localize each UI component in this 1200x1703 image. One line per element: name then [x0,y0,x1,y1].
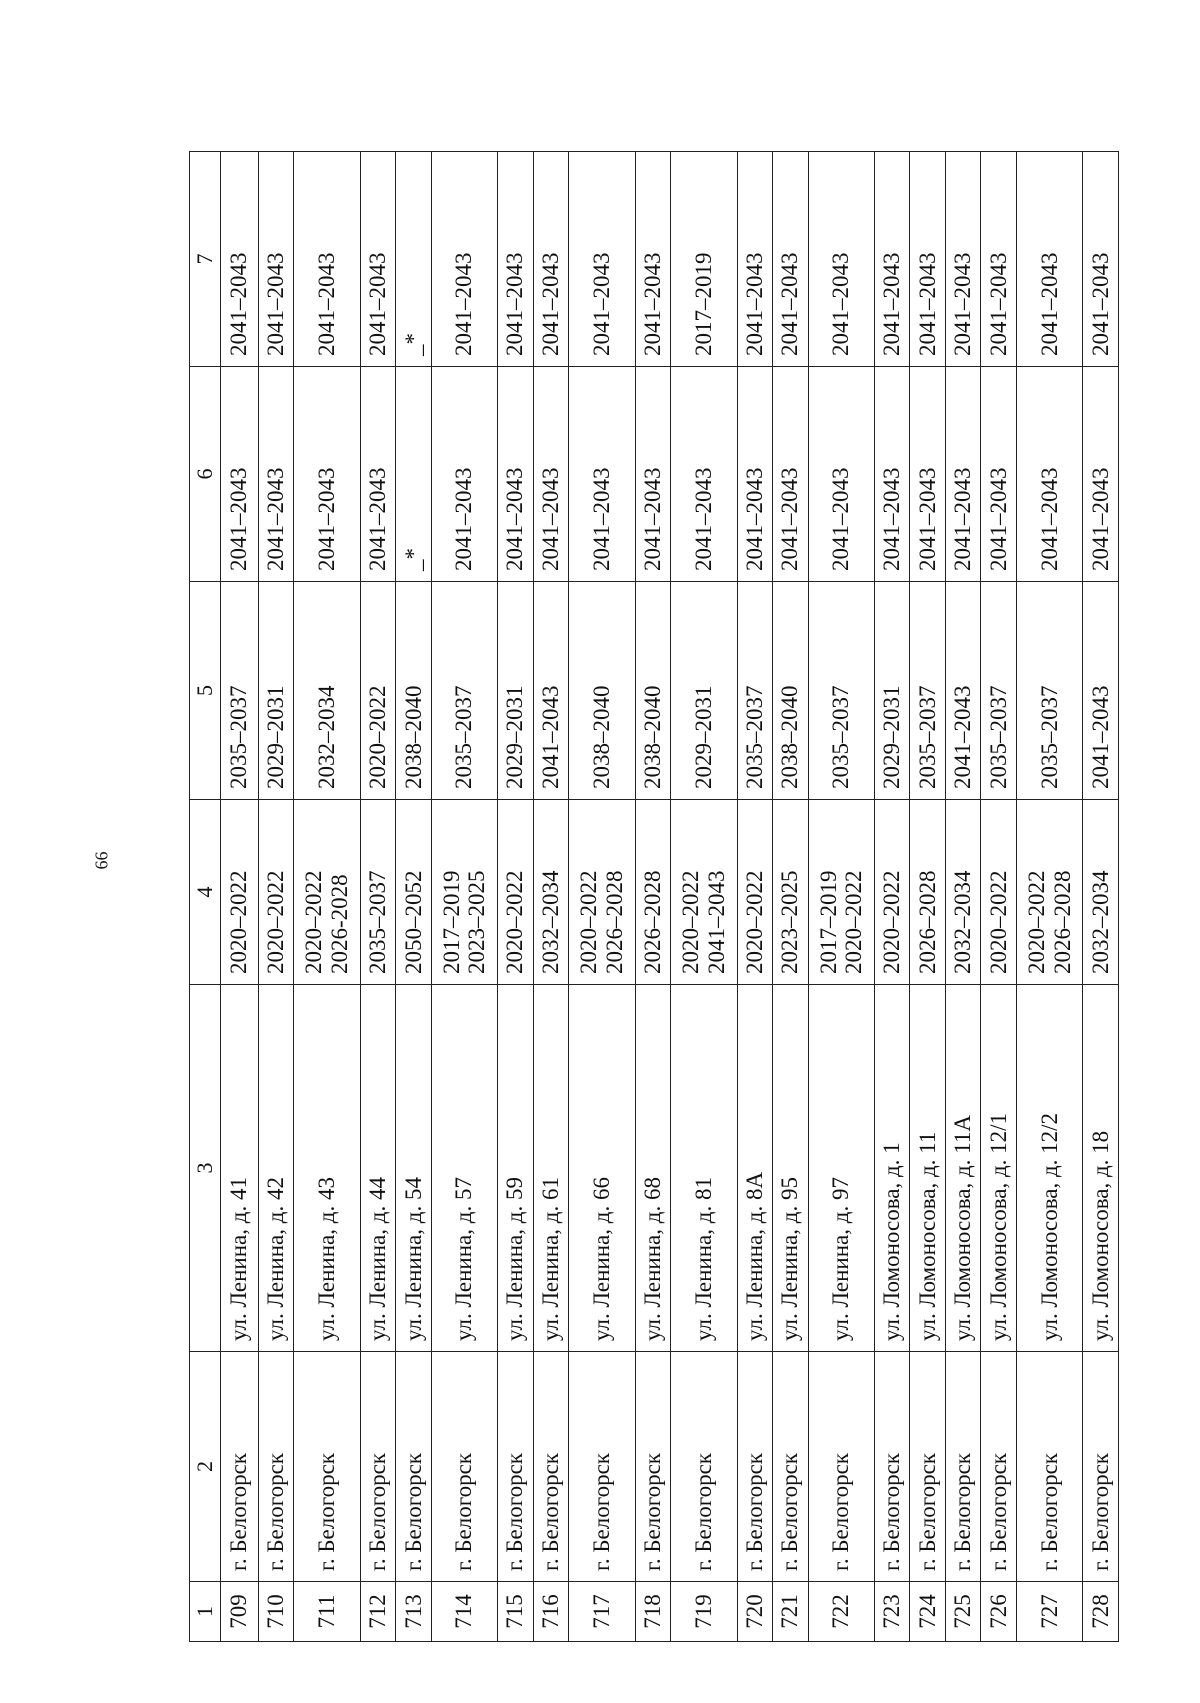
period-cell-col4 [294,800,361,985]
address-cell: ул. Ленина, д. 81 [671,985,738,1352]
period-cell-col6: 2041–2043 [945,367,980,582]
row-number: 717 [569,1582,636,1642]
address-cell: ул. Ломоносова, д. 18 [1083,985,1119,1352]
address-cell: ул. Ленина, д. 43 [294,985,361,1352]
address-cell: ул. Ленина, д. 41 [221,985,259,1352]
row-number: 725 [945,1582,980,1642]
city-cell: г. Белогорск [431,1352,498,1582]
row-number: 728 [1083,1582,1119,1642]
period-cell-col5: 2038–2040 [635,582,670,800]
period-line: 2020–2022 [226,870,252,974]
column-header: 5 [190,582,221,800]
row-number: 721 [773,1582,808,1642]
period-line: 2023–2025 [464,870,490,974]
period-line: 2023–2025 [777,870,803,974]
address-cell: ул. Ломоносова, д. 11 [910,985,945,1352]
period-cell-col7: 2041–2043 [569,152,636,367]
period-cell-col7: 2041–2043 [221,152,259,367]
row-number: 722 [808,1582,875,1642]
table-row [1083,152,1119,1642]
period-cell-col4 [875,800,910,985]
period-cell-col4 [981,800,1016,985]
city-cell: г. Белогорск [1083,1352,1119,1582]
period-cell-col4 [258,800,293,985]
row-number: 718 [635,1582,670,1642]
period-cell-col5: 2035–2037 [981,582,1016,800]
period-line: 2035–2037 [365,870,391,974]
row-number: 726 [981,1582,1016,1642]
period-cell-col6: 2041–2043 [635,367,670,582]
period-cell-col4 [945,800,980,985]
table-row [221,152,259,1642]
city-cell: г. Белогорск [396,1352,431,1582]
table-header-row [190,152,221,1642]
address-cell: ул. Ленина, д. 97 [808,985,875,1352]
period-cell-col6: 2041–2043 [533,367,568,582]
period-line: 2026–2028 [1049,870,1075,974]
table-row [773,152,808,1642]
row-number: 715 [498,1582,533,1642]
period-cell-col5: 2038–2040 [569,582,636,800]
period-line: 2026–2028 [639,870,665,974]
table-row [808,152,875,1642]
period-cell-col5: 2035–2037 [737,582,772,800]
row-number: 719 [671,1582,738,1642]
period-cell-col7: 2041–2043 [910,152,945,367]
table-row [396,152,431,1642]
period-cell-col6: 2041–2043 [360,367,395,582]
city-cell: г. Белогорск [533,1352,568,1582]
period-cell-col6: 2041–2043 [569,367,636,582]
address-cell: ул. Ленина, д. 54 [396,985,431,1352]
column-header: 4 [190,800,221,985]
period-cell-col5: 2038–2040 [396,582,431,800]
period-cell-col7: 2041–2043 [431,152,498,367]
period-cell-col6: 2041–2043 [221,367,259,582]
table-row [635,152,670,1642]
row-number: 713 [396,1582,431,1642]
period-cell-col4 [737,800,772,985]
period-line: 2026-2028 [326,874,352,974]
period-line: 2020–2022 [502,870,528,974]
period-cell-col4 [533,800,568,985]
period-cell-col7: 2041–2043 [360,152,395,367]
period-line: 2020–2022 [879,870,905,974]
period-cell-col6: 2041–2043 [294,367,361,582]
address-cell: ул. Ленина, д. 42 [258,985,293,1352]
period-cell-col5: 2035–2037 [910,582,945,800]
period-cell-col5: 2041–2043 [945,582,980,800]
column-header: 2 [190,1352,221,1582]
period-cell-col6: 2041–2043 [671,367,738,582]
period-cell-col6: 2041–2043 [981,367,1016,582]
row-number: 723 [875,1582,910,1642]
column-header: 7 [190,152,221,367]
table-row [294,152,361,1642]
period-cell-col4 [569,800,636,985]
address-cell: ул. Ломоносова, д. 12/2 [1016,985,1083,1352]
row-number: 711 [294,1582,361,1642]
period-cell-col6: 2041–2043 [910,367,945,582]
period-cell-col7: 2041–2043 [945,152,980,367]
table-row [258,152,293,1642]
row-number: 727 [1016,1582,1083,1642]
city-cell: г. Белогорск [569,1352,636,1582]
table-row [875,152,910,1642]
city-cell: г. Белогорск [1016,1352,1083,1582]
period-line: 2026–2028 [914,870,940,974]
address-cell: ул. Ленина, д. 57 [431,985,498,1352]
table-row [431,152,498,1642]
period-cell-col5: 2035–2037 [431,582,498,800]
period-cell-col4 [1016,800,1083,985]
row-number: 710 [258,1582,293,1642]
period-cell-col6: 2041–2043 [808,367,875,582]
column-header: 6 [190,367,221,582]
table-body [221,152,1119,1642]
table-row [671,152,738,1642]
period-cell-col7: 2041–2043 [981,152,1016,367]
row-number: 712 [360,1582,395,1642]
page-number: 66 [91,851,112,870]
table-row [1016,152,1083,1642]
period-cell-col6: 2041–2043 [1083,367,1119,582]
period-cell-col4 [396,800,431,985]
period-line: 2050–2052 [400,870,426,974]
row-number: 720 [737,1582,772,1642]
table-row [910,152,945,1642]
city-cell: г. Белогорск [671,1352,738,1582]
period-line: 2017–2019 [438,870,464,974]
city-cell: г. Белогорск [945,1352,980,1582]
period-cell-col4 [431,800,498,985]
schedule-table-container [189,152,1119,1642]
period-cell-col7: 2041–2043 [737,152,772,367]
period-line: 2020–2022 [678,870,704,974]
address-cell: ул. Ленина, д. 59 [498,985,533,1352]
period-cell-col7: 2041–2043 [1016,152,1083,367]
period-cell-col7: 2041–2043 [808,152,875,367]
table-row [569,152,636,1642]
period-cell-col5: 2029–2031 [258,582,293,800]
period-line: 2020–2022 [263,870,289,974]
period-line: 2020–2022 [841,870,867,974]
period-cell-col4 [360,800,395,985]
period-line: 2032–2034 [950,870,976,974]
period-cell-col7: 2041–2043 [875,152,910,367]
period-cell-col5: 2020–2022 [360,582,395,800]
period-line: 2017–2019 [815,870,841,974]
table-row [360,152,395,1642]
period-line: 2020–2022 [301,870,327,974]
period-line: 2032–2034 [537,870,563,974]
period-cell-col4 [773,800,808,985]
table-row [737,152,772,1642]
period-cell-col7: 2041–2043 [773,152,808,367]
period-cell-col6: 2041–2043 [1016,367,1083,582]
address-cell: ул. Ленина, д. 66 [569,985,636,1352]
column-header: 1 [190,1582,221,1642]
period-line: 2041–2043 [703,870,729,974]
city-cell: г. Белогорск [875,1352,910,1582]
period-line: 2020–2022 [1023,870,1049,974]
period-cell-col5: 2029–2031 [671,582,738,800]
address-cell: ул. Ленина, д. 61 [533,985,568,1352]
city-cell: г. Белогорск [808,1352,875,1582]
period-line: 2026–2028 [601,870,627,974]
period-cell-col5: 2035–2037 [808,582,875,800]
period-cell-col6: 2041–2043 [258,367,293,582]
address-cell: ул. Ленина, д. 68 [635,985,670,1352]
period-line: 2020–2022 [576,870,602,974]
period-cell-col7: 2041–2043 [635,152,670,367]
period-cell-col5: 2035–2037 [1016,582,1083,800]
city-cell: г. Белогорск [773,1352,808,1582]
period-cell-col5: 2041–2043 [533,582,568,800]
table-row [981,152,1016,1642]
period-cell-col5: 2029–2031 [875,582,910,800]
period-cell-col7: 2041–2043 [498,152,533,367]
period-line: 2020–2022 [741,870,767,974]
period-cell-col7: 2041–2043 [294,152,361,367]
address-cell: ул. Ленина, д. 44 [360,985,395,1352]
period-cell-col7: 2041–2043 [258,152,293,367]
period-line: 2020–2022 [985,870,1011,974]
row-number: 709 [221,1582,259,1642]
column-header: 3 [190,985,221,1352]
row-number: 724 [910,1582,945,1642]
period-cell-col4 [1083,800,1119,985]
period-cell-col4 [808,800,875,985]
city-cell: г. Белогорск [635,1352,670,1582]
period-cell-col5: 2038–2040 [773,582,808,800]
table-row [498,152,533,1642]
period-cell-col7: 2017–2019 [671,152,738,367]
period-cell-col5: 2041–2043 [1083,582,1119,800]
city-cell: г. Белогорск [981,1352,1016,1582]
address-cell: ул. Ленина, д. 8А [737,985,772,1352]
table-row [533,152,568,1642]
period-cell-col5: 2035–2037 [221,582,259,800]
period-cell-col7: 2041–2043 [533,152,568,367]
period-cell-col4 [221,800,259,985]
city-cell: г. Белогорск [294,1352,361,1582]
city-cell: г. Белогорск [910,1352,945,1582]
address-cell: ул. Ломоносова, д. 11А [945,985,980,1352]
period-cell-col5: 2032–2034 [294,582,361,800]
period-cell-col7: _* [396,152,431,367]
period-line: 2032–2034 [1087,870,1113,974]
period-cell-col7: 2041–2043 [1083,152,1119,367]
city-cell: г. Белогорск [360,1352,395,1582]
period-cell-col6: 2041–2043 [773,367,808,582]
period-cell-col6: 2041–2043 [737,367,772,582]
period-cell-col6: 2041–2043 [498,367,533,582]
period-cell-col5: 2029–2031 [498,582,533,800]
schedule-table [189,151,1119,1642]
period-cell-col4 [671,800,738,985]
period-cell-col4 [498,800,533,985]
period-cell-col4 [910,800,945,985]
table-row [945,152,980,1642]
city-cell: г. Белогорск [498,1352,533,1582]
row-number: 714 [431,1582,498,1642]
address-cell: ул. Ломоносова, д. 1 [875,985,910,1352]
period-cell-col6: 2041–2043 [431,367,498,582]
address-cell: ул. Ломоносова, д. 12/1 [981,985,1016,1352]
city-cell: г. Белогорск [221,1352,259,1582]
period-cell-col4 [635,800,670,985]
period-cell-col6: _* [396,367,431,582]
row-number: 716 [533,1582,568,1642]
address-cell: ул. Ленина, д. 95 [773,985,808,1352]
period-cell-col6: 2041–2043 [875,367,910,582]
city-cell: г. Белогорск [258,1352,293,1582]
city-cell: г. Белогорск [737,1352,772,1582]
